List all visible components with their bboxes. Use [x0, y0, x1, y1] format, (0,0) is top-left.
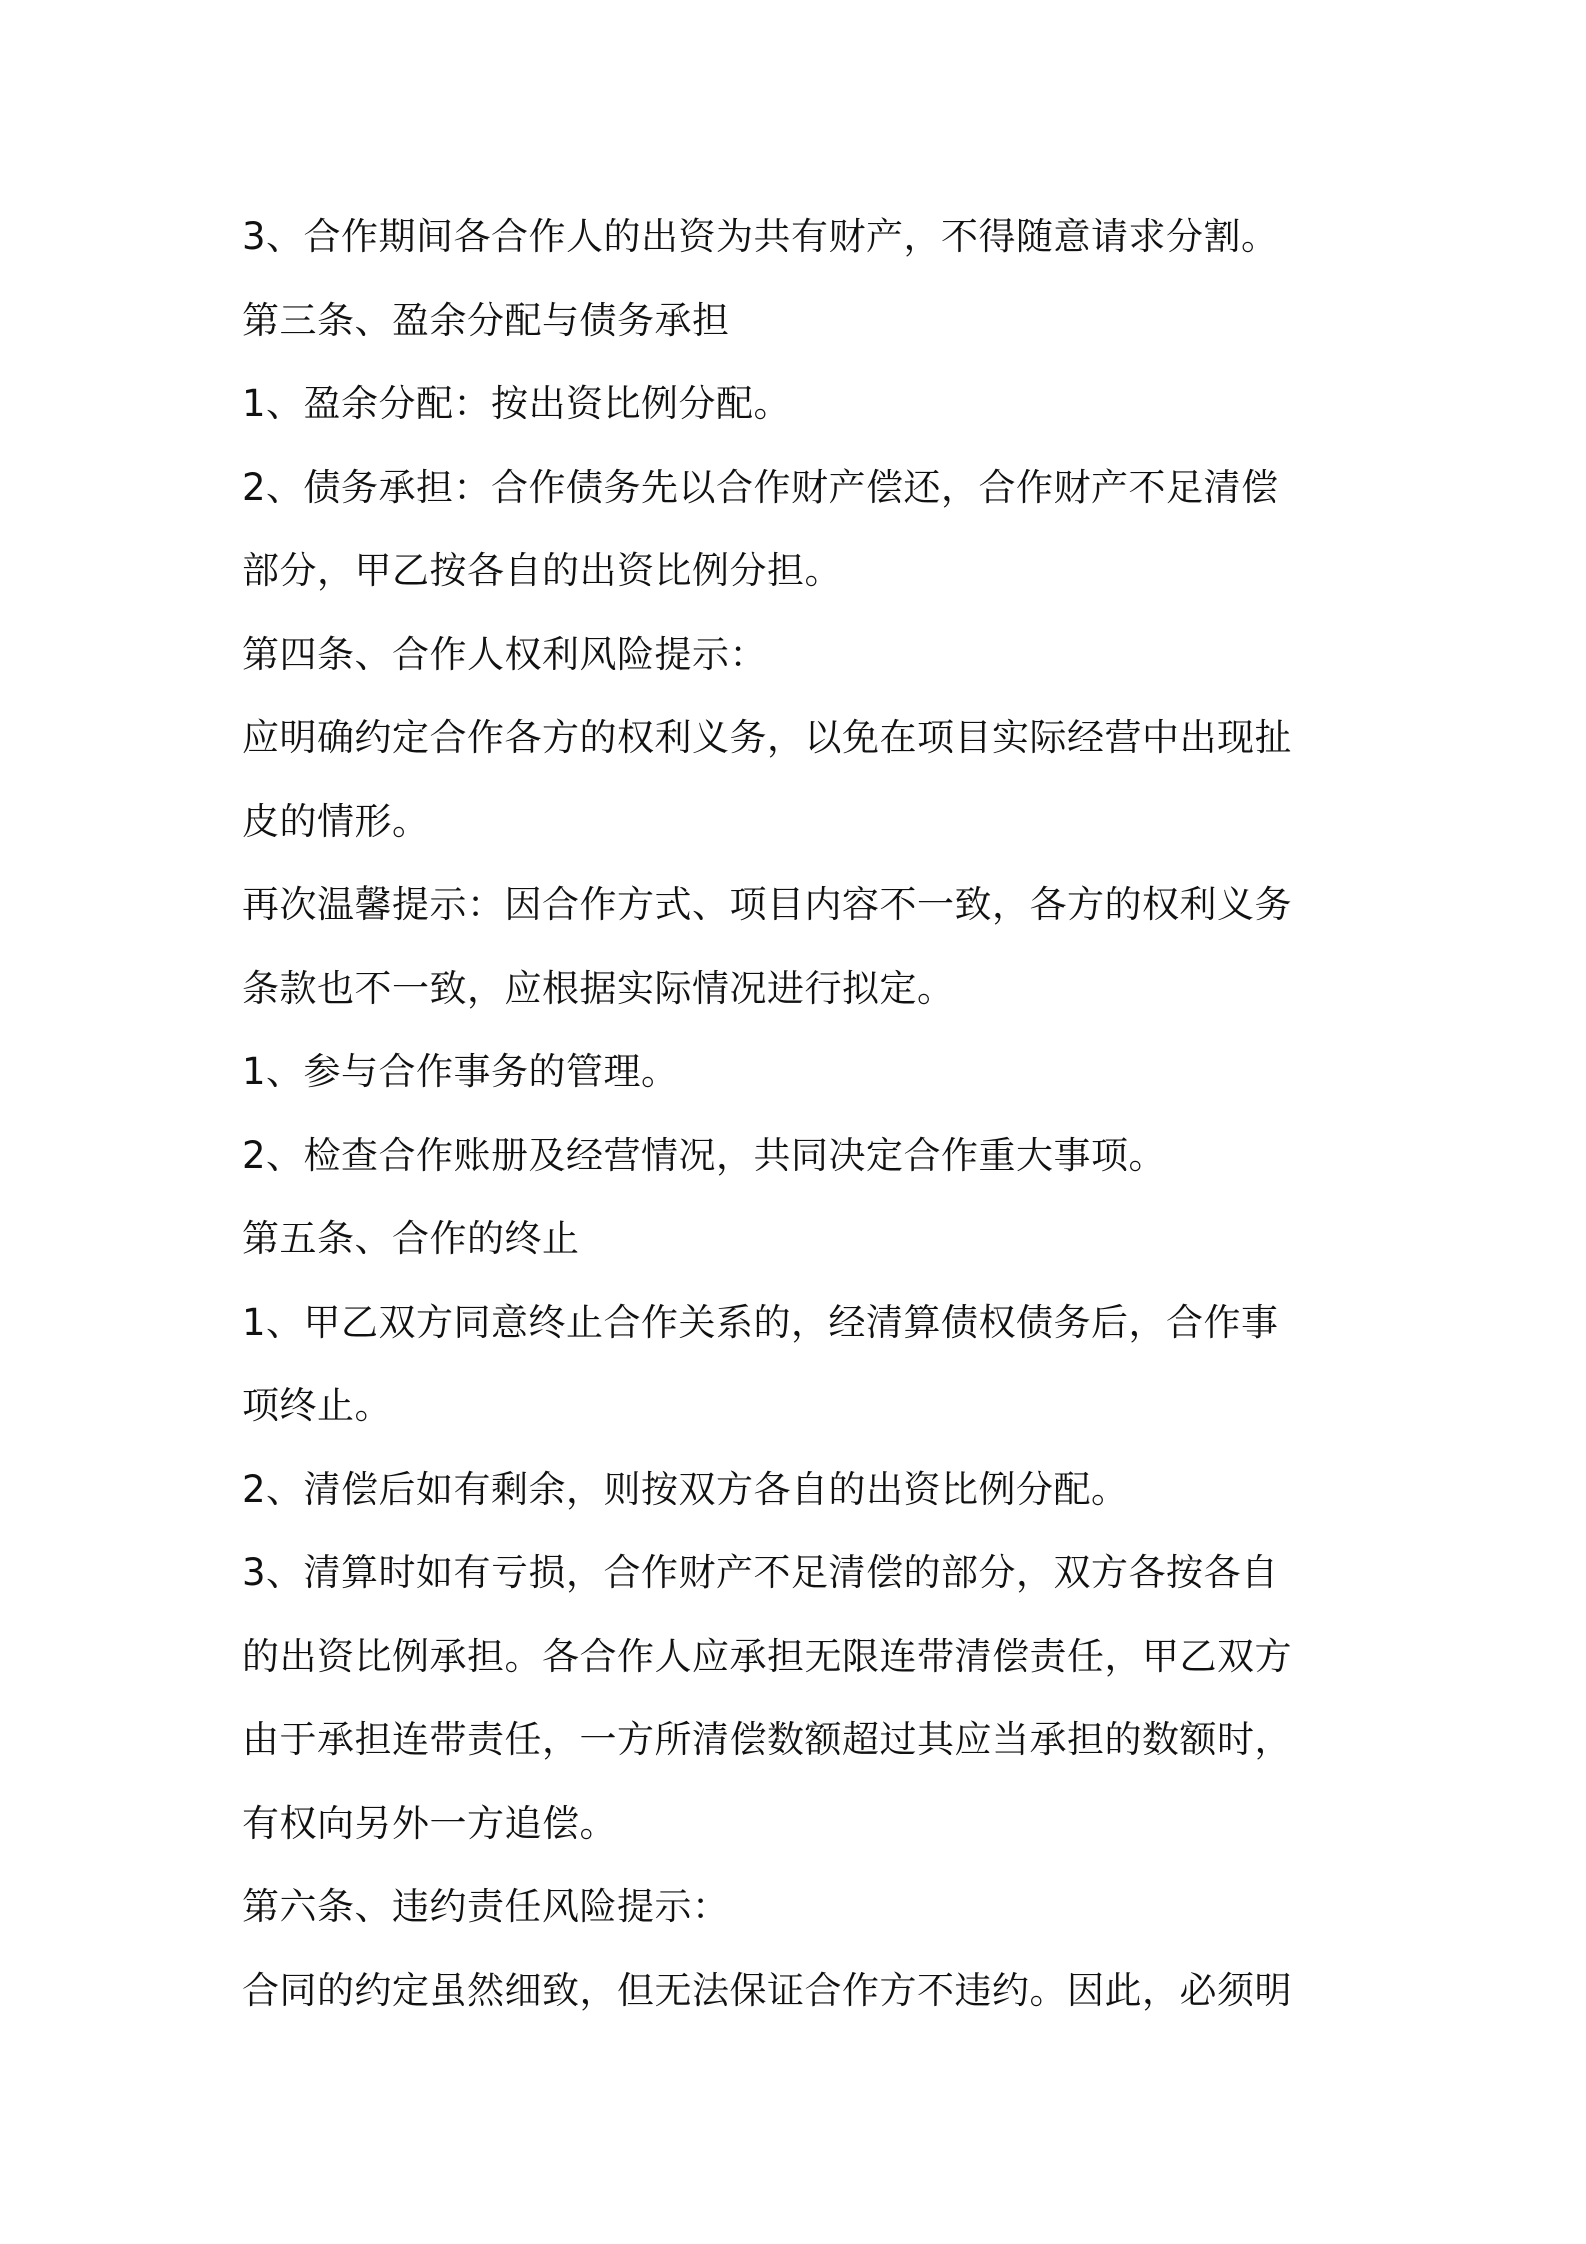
debt-bearing-line-1: 2、债务承担：合作债务先以合作财产偿还，合作财产不足清偿: [242, 465, 1279, 509]
clause-3-joint-property: 3、合作期间各合作人的出资为共有财产，不得随意请求分割。: [242, 215, 1279, 258]
termination-clause-3-line-4: 有权向另外一方追偿。: [242, 1801, 617, 1845]
article-6-heading: 第六条、违约责任风险提示：: [242, 1885, 730, 1928]
surplus-distribution: 1、盈余分配：按出资比例分配。: [242, 382, 792, 425]
document-body: [242, 195, 1362, 2032]
termination-clause-3-line-3: 由于承担连带责任，一方所清偿数额超过其应当承担的数额时，: [242, 1718, 1292, 1761]
termination-clause-3-line-1: 3、清算时如有亏损，合作财产不足清偿的部分，双方各按各自: [242, 1551, 1279, 1594]
debt-bearing-line-2: 部分，甲乙按各自的出资比例分担。: [242, 549, 842, 592]
right-inspect-books: 2、检查合作账册及经营情况，共同决定合作重大事项。: [242, 1133, 1167, 1177]
termination-clause-2: 2、清偿后如有剩余，则按双方各自的出资比例分配。: [242, 1467, 1129, 1511]
reminder-line-1: 再次温馨提示：因合作方式、项目内容不一致，各方的权利义务: [242, 883, 1292, 926]
reminder-line-2: 条款也不一致，应根据实际情况进行拟定。: [242, 966, 955, 1010]
article-4-heading: 第四条、合作人权利风险提示：: [242, 632, 767, 676]
termination-clause-3-line-2: 的出资比例承担。各合作人应承担无限连带清偿责任，甲乙双方: [242, 1634, 1292, 1678]
rights-note-line-1: 应明确约定合作各方的权利义务，以免在项目实际经营中出现扯: [242, 716, 1292, 759]
breach-note-line-1: 合同的约定虽然细致，但无法保证合作方不违约。因此，必须明: [242, 1968, 1292, 2012]
termination-clause-1-line-1: 1、甲乙双方同意终止合作关系的，经清算债权债务后，合作事: [242, 1300, 1279, 1344]
rights-note-line-2: 皮的情形。: [242, 799, 430, 843]
article-5-heading: 第五条、合作的终止: [242, 1217, 580, 1260]
right-participate-management: 1、参与合作事务的管理。: [242, 1050, 679, 1093]
article-3-heading: 第三条、盈余分配与债务承担: [242, 298, 730, 342]
termination-clause-1-line-2: 项终止。: [242, 1384, 392, 1427]
